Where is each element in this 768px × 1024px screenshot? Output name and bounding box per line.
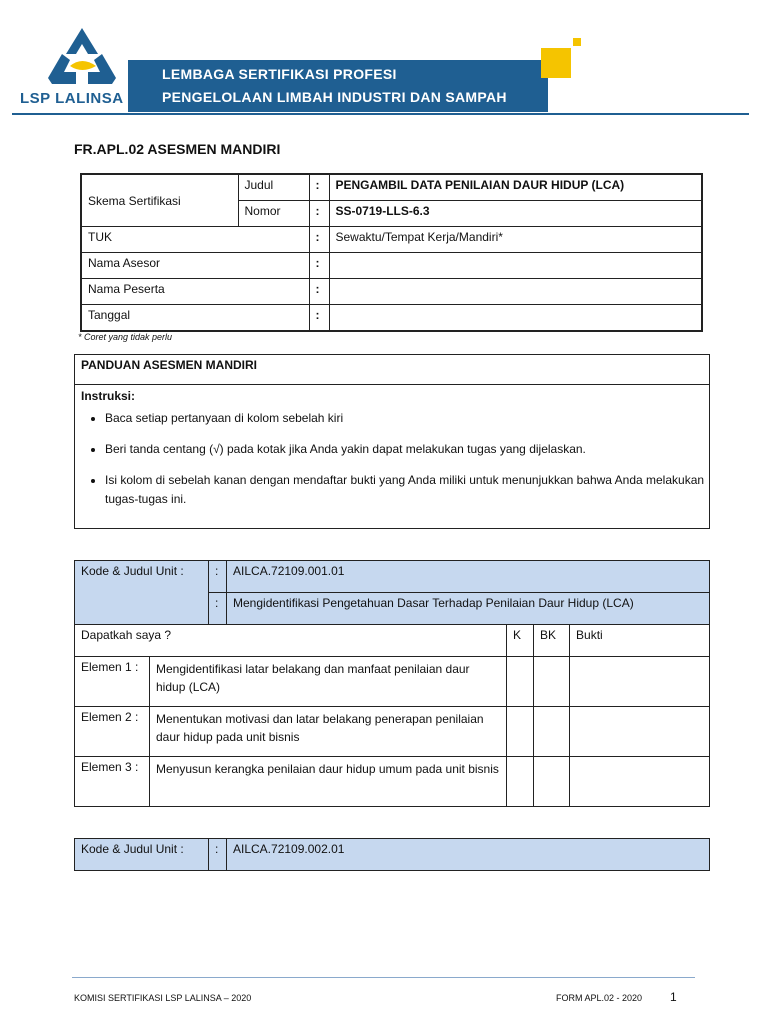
nomor-label: Nomor: [238, 201, 309, 227]
decor-square-large: [541, 48, 571, 78]
judul-colon: :: [309, 174, 329, 201]
judul-value: PENGAMBIL DATA PENILAIAN DAUR HIDUP (LCA): [329, 174, 702, 201]
peserta-value[interactable]: [329, 279, 702, 305]
tuk-colon: :: [309, 227, 329, 253]
unit1-code-colon: :: [209, 561, 227, 593]
header-banner: [128, 60, 548, 112]
element-bk-checkbox[interactable]: [534, 657, 570, 707]
unit2-label: Kode & Judul Unit :: [75, 839, 209, 871]
unit1-title-colon: :: [209, 593, 227, 625]
element-bukti-cell[interactable]: [570, 757, 710, 807]
guide-heading: PANDUAN ASESMEN MANDIRI: [75, 355, 709, 385]
element-label: Elemen 1 :: [75, 657, 150, 707]
unit-table-1: [74, 560, 710, 807]
unit1-title: Mengidentifikasi Pengetahuan Dasar Terhadap Penilaian Daur Hidup (LCA): [227, 593, 710, 625]
col-bukti-header: Bukti: [570, 625, 710, 657]
element-text: Mengidentifikasi latar belakang dan manfaat penilaian daur hidup (LCA): [150, 657, 507, 707]
asesor-colon: :: [309, 253, 329, 279]
element-bk-checkbox[interactable]: [534, 707, 570, 757]
guide-item: • Baca setiap pertanyaan di kolom sebelah kiri: [105, 409, 709, 428]
unit2-code: AILCA.72109.002.01: [227, 839, 710, 871]
guide-box: [74, 354, 710, 529]
asesor-value[interactable]: [329, 253, 702, 279]
footer-left: KOMISI SERTIFIKASI LSP LALINSA – 2020: [74, 993, 252, 1003]
nomor-colon: :: [309, 201, 329, 227]
col-bk-header: BK: [534, 625, 570, 657]
page-number: 1: [670, 990, 677, 1004]
info-table: [80, 173, 703, 332]
element-label: Elemen 2 :: [75, 707, 150, 757]
unit2-code-colon: :: [209, 839, 227, 871]
guide-item: • Beri tanda centang (√) pada kotak jika Anda yakin dapat melakukan tugas yang dijelaskan.: [105, 440, 709, 459]
tuk-label: TUK: [81, 227, 309, 253]
footer-divider: [72, 977, 695, 978]
nomor-value: SS-0719-LLS-6.3: [329, 201, 702, 227]
banner-line-2: PENGELOLAAN LIMBAH INDUSTRI DAN SAMPAH: [162, 89, 507, 105]
unit1-code: AILCA.72109.001.01: [227, 561, 710, 593]
logo-text: LSP LALINSA: [20, 90, 124, 107]
guide-item: • Isi kolom di sebelah kanan dengan mendaftar bukti yang Anda miliki untuk menunjukkan bahwa Anda melakukan tugas-tugas ini.: [105, 471, 709, 509]
decor-square-small: [573, 38, 581, 46]
banner-line-1: LEMBAGA SERTIFIKASI PROFESI: [162, 66, 397, 82]
tuk-value: Sewaktu/Tempat Kerja/Mandiri*: [329, 227, 702, 253]
footer-right: FORM APL.02 - 2020: [556, 993, 643, 1003]
peserta-colon: :: [309, 279, 329, 305]
judul-label: Judul: [238, 174, 309, 201]
header-divider: [12, 113, 749, 115]
guide-instruction-label: Instruksi:: [81, 389, 136, 403]
unit-table-2: [74, 838, 710, 871]
skema-label: Skema Sertifikasi: [81, 174, 238, 227]
peserta-label: Nama Peserta: [81, 279, 309, 305]
tanggal-label: Tanggal: [81, 305, 309, 332]
element-k-checkbox[interactable]: [507, 757, 534, 807]
element-k-checkbox[interactable]: [507, 657, 534, 707]
element-text: Menentukan motivasi dan latar belakang penerapan penilaian daur hidup pada unit bisnis: [150, 707, 507, 757]
element-text: Menyusun kerangka penilaian daur hidup umum pada unit bisnis: [150, 757, 507, 807]
col-k-header: K: [507, 625, 534, 657]
element-bukti-cell[interactable]: [570, 707, 710, 757]
unit1-label: Kode & Judul Unit :: [75, 561, 209, 625]
recycle-logo-icon: [40, 26, 124, 86]
footnote: * Coret yang tidak perlu: [78, 332, 173, 342]
element-bukti-cell[interactable]: [570, 657, 710, 707]
guide-list: [75, 409, 709, 509]
element-label: Elemen 3 :: [75, 757, 150, 807]
element-bk-checkbox[interactable]: [534, 757, 570, 807]
document-title: FR.APL.02 ASESMEN MANDIRI: [74, 141, 281, 157]
asesor-label: Nama Asesor: [81, 253, 309, 279]
tanggal-value[interactable]: [329, 305, 702, 332]
question-header: Dapatkah saya ?: [75, 625, 507, 657]
tanggal-colon: :: [309, 305, 329, 332]
element-k-checkbox[interactable]: [507, 707, 534, 757]
